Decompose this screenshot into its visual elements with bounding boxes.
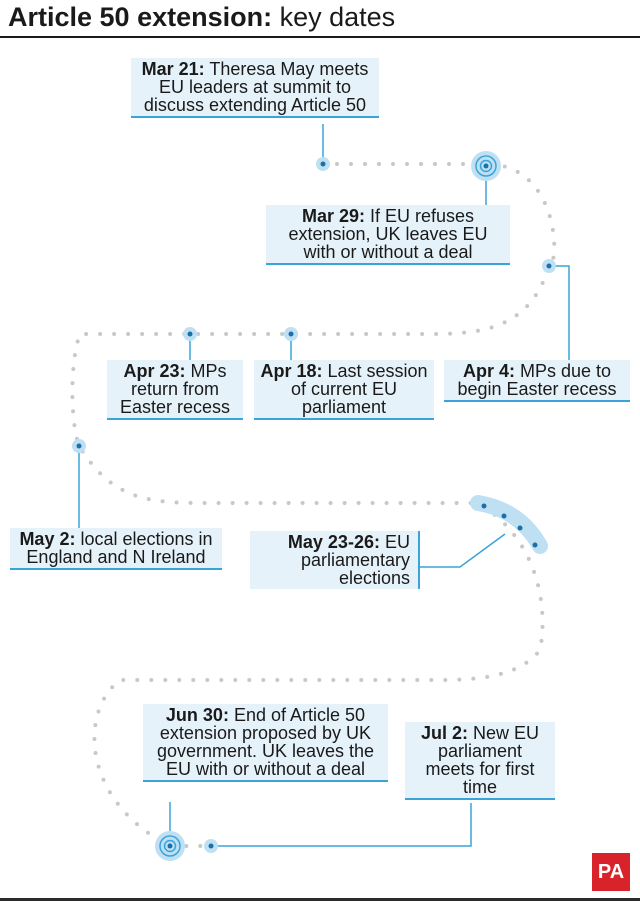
event-box-mar21: [131, 58, 379, 118]
event-date: May 23-26:: [287, 532, 380, 552]
title-strong: Article 50 extension:: [8, 2, 273, 32]
may-elections-band: [478, 503, 540, 546]
event-text: Last session of current EU parliament: [290, 361, 428, 417]
event-box-mar29: [266, 205, 510, 265]
event-date: Apr 4:: [462, 361, 515, 381]
connector-may2326: [418, 534, 505, 567]
marker-jul2: [204, 839, 218, 853]
event-box-apr4: [444, 360, 630, 402]
marker-mar29-target: [471, 151, 501, 181]
connector-jul2: [211, 803, 471, 846]
pa-logo: PA: [592, 853, 630, 891]
marker-may2: [72, 439, 86, 453]
event-date: Mar 29:: [301, 206, 365, 226]
marker-apr4: [542, 259, 556, 273]
event-text: If EU refuses extension, UK leaves EU with or without a deal: [288, 206, 488, 262]
event-text: New EU parliament meets for first time: [425, 723, 540, 797]
event-text: Theresa May meets EU leaders at summit to discuss extending Article 50: [143, 59, 369, 115]
event-text: EU parliamentary elections: [300, 532, 410, 588]
event-date: May 2:: [19, 529, 76, 549]
title-rest: key dates: [279, 2, 396, 32]
marker-apr23: [183, 327, 197, 341]
event-box-jul2: [405, 722, 555, 800]
marker-mar21: [316, 157, 330, 171]
event-date: Jun 30:: [165, 705, 229, 725]
event-box-apr18: [254, 360, 434, 420]
event-box-jun30: [143, 704, 388, 782]
event-box-may2326: [250, 531, 420, 589]
event-text: local elections in England and N Ireland: [26, 529, 213, 567]
event-text: End of Article 50 extension proposed by UK government. UK leaves the EU with or without a deal: [156, 705, 375, 779]
event-box-apr23: [107, 360, 243, 420]
event-date: Mar 21:: [141, 59, 205, 79]
marker-jun30-target: [155, 831, 185, 861]
event-text: MPs return from Easter recess: [119, 361, 231, 417]
event-text: MPs due to begin Easter recess: [457, 361, 617, 399]
event-date: Apr 23:: [123, 361, 186, 381]
marker-apr18: [284, 327, 298, 341]
event-date: Apr 18:: [260, 361, 323, 381]
event-box-may2: [10, 528, 222, 570]
event-date: Jul 2:: [420, 723, 468, 743]
connector-apr4: [549, 266, 569, 360]
